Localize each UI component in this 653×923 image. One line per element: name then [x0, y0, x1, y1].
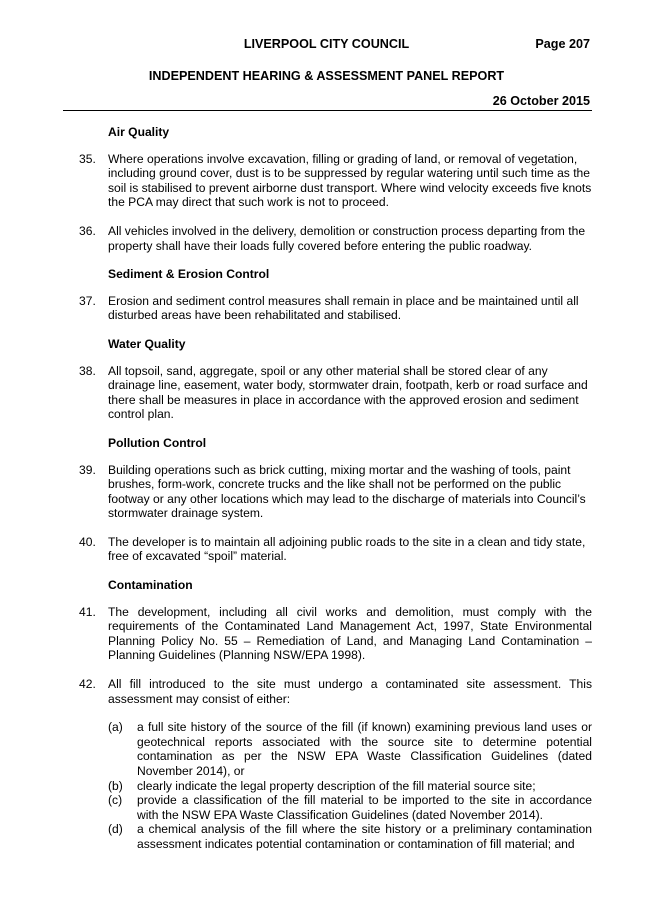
condition-42: [79, 677, 592, 852]
condition-41: [79, 605, 592, 663]
page-header: [0, 37, 653, 53]
condition-number: 42.: [79, 677, 96, 692]
council-name: LIVERPOOL CITY COUNCIL: [243, 37, 410, 51]
subitem-label: (d): [108, 822, 123, 837]
condition-text: Erosion and sediment control measures shall remain in place and be maintained until all disturbed areas have been rehabilitated and stabilised.: [108, 293, 579, 323]
condition-number: 35.: [79, 151, 96, 166]
condition-text: All vehicles involved in the delivery, demolition or construction process departing from the property shall have their loads fully covered before entering the public roadway.: [108, 223, 586, 253]
subitem-label: (c): [108, 793, 123, 808]
subitem-a: [108, 720, 592, 778]
subitem-b: [108, 779, 592, 794]
document-body: [79, 125, 592, 866]
condition-number: 39.: [79, 462, 96, 477]
section-heading-water-quality: Water Quality: [108, 336, 186, 351]
subitem-c: [108, 793, 592, 822]
condition-number: 41.: [79, 604, 96, 619]
subitem-d: [108, 822, 592, 851]
section-heading-pollution: Pollution Control: [108, 435, 207, 450]
subitem-label: (a): [108, 720, 123, 735]
section-heading-air-quality: Air Quality: [108, 125, 170, 139]
condition-text: The developer is to maintain all adjoining public roads to the site in a clean and tidy state, free of excavated “spoil” material.: [108, 534, 586, 564]
condition-number: 38.: [79, 363, 96, 378]
header-divider: [63, 110, 592, 111]
condition-number: 37.: [79, 293, 96, 308]
condition-35: [79, 152, 592, 210]
condition-number: 36.: [79, 223, 96, 238]
condition-text: All fill introduced to the site must undergo a contaminated site assessment. This assessment may consist of either:: [108, 677, 592, 706]
condition-36: [79, 224, 592, 253]
report-title: INDEPENDENT HEARING & ASSESSMENT PANEL REPORT: [148, 69, 505, 83]
subitem-text: provide a classification of the fill material to be imported to the site in accordance with the NSW EPA Waste Classification Guidelines (dated November 2014).: [137, 793, 592, 822]
section-heading-contamination: Contamination: [108, 578, 193, 593]
condition-text: The development, including all civil works and demolition, must comply with the requirements of the Contaminated Land Management Act, 1997, State Environmental Planning Policy No. 55 – Remediation of Land, and Managing Land Contamination – Planning Guidelines (Planning NSW/EPA 1998).: [108, 604, 592, 663]
subitem-text: clearly indicate the legal property description of the fill material source site;: [137, 778, 536, 793]
condition-38: [79, 364, 592, 422]
condition-37: [79, 294, 592, 323]
subitem-text: a full site history of the source of the fill (if known) examining previous land uses or geotechnical reports associated with the source site to determine potential contamination as per the NSW EPA Waste Classification Guidelines (dated November 2014), or: [137, 720, 592, 778]
condition-39: [79, 463, 592, 521]
condition-40: [79, 535, 592, 564]
condition-number: 40.: [79, 534, 96, 549]
condition-text: All topsoil, sand, aggregate, spoil or any other material shall be stored clear of any drainage line, easement, water body, stormwater drain, footpath, kerb or road surface and there shall be measures in place in accordance with the approved erosion and sediment control plan.: [108, 363, 588, 422]
condition-42-subitems: [108, 720, 592, 851]
section-heading-sediment: Sediment & Erosion Control: [108, 267, 270, 282]
report-date: 26 October 2015: [492, 94, 590, 108]
condition-text: Where operations involve excavation, filling or grading of land, or removal of vegetation, including ground cover, dust is to be suppressed by regular watering until such time as the soil is stabilised to prevent airborne dust transport. Where wind velocity exceeds five knots the PCA may direct that such work is not to proceed.: [108, 151, 592, 210]
subitem-text: a chemical analysis of the fill where the site history or a preliminary contamination assessment indicates potential contamination or contamination of fill material; and: [137, 822, 592, 851]
subitem-label: (b): [108, 778, 123, 793]
page-number: Page 207: [535, 37, 590, 51]
condition-text: Building operations such as brick cutting, mixing mortar and the washing of tools, paint brushes, form-work, concrete trucks and the like shall not be performed on the public footway or any other locations which may lead to the discharge of materials into Council’s stormwater drainage system.: [108, 462, 586, 521]
